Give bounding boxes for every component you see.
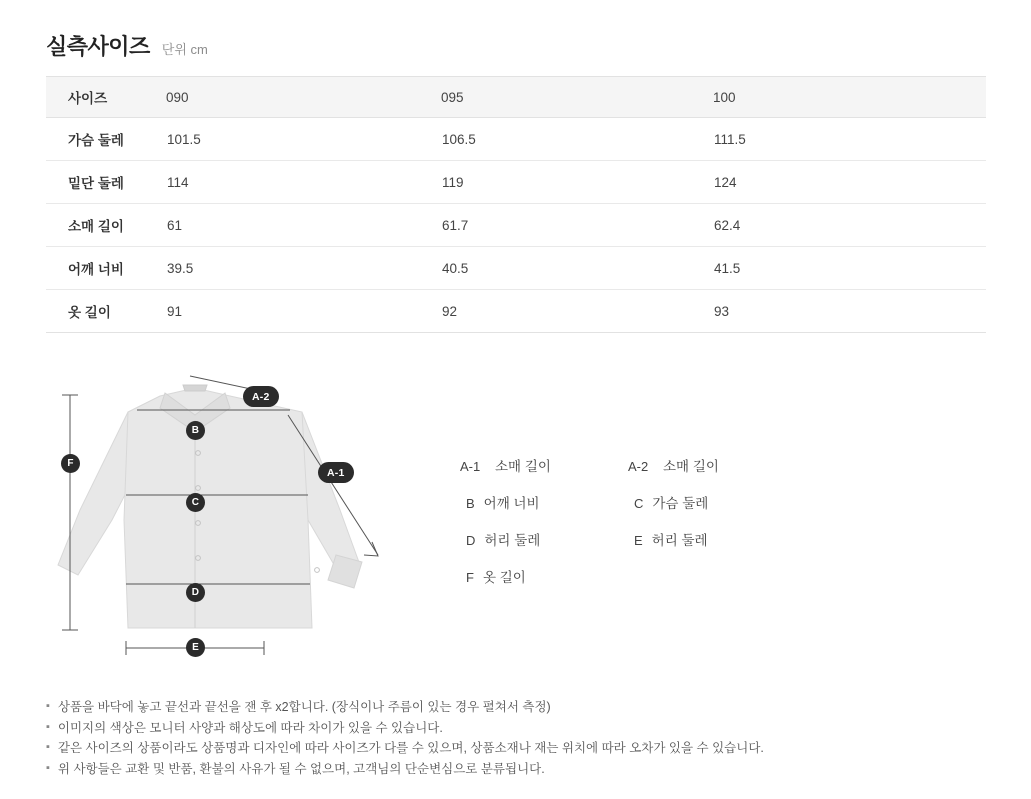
legend-label: 허리 둘레 [651, 533, 708, 548]
legend-key: A-2 [628, 459, 649, 474]
cell-value: 91 [166, 290, 441, 333]
legend-item-a1 [460, 455, 628, 475]
row-label: 어깨 너비 [46, 247, 166, 290]
cell-value: 61.7 [441, 204, 713, 247]
legend-item-f [460, 566, 628, 586]
cell-value: 119 [441, 161, 713, 204]
legend-label: 가슴 둘레 [652, 496, 709, 511]
page-header [46, 30, 208, 61]
cell-value: 40.5 [441, 247, 713, 290]
legend-row [460, 455, 840, 475]
legend-label: 소매 길이 [495, 459, 551, 474]
column-header-090: 090 [166, 77, 441, 118]
size-table [46, 76, 986, 333]
badge-b: B [186, 421, 205, 440]
page-title: 실측사이즈 [46, 34, 150, 59]
table-row [46, 118, 986, 161]
badge-c: C [186, 493, 205, 512]
cell-value: 39.5 [166, 247, 441, 290]
note-item [46, 759, 986, 780]
measurement-legend [460, 455, 840, 603]
bullet-icon: ▪ [46, 761, 50, 774]
cell-value: 124 [713, 161, 986, 204]
table-row [46, 290, 986, 333]
legend-label: 허리 둘레 [484, 533, 541, 548]
legend-key: B [466, 496, 475, 511]
bullet-icon: ▪ [46, 741, 50, 754]
legend-item-c [628, 492, 708, 512]
row-label: 가슴 둘레 [46, 118, 166, 161]
legend-item-a2 [628, 455, 719, 475]
row-label: 옷 길이 [46, 290, 166, 333]
note-text: 이미지의 색상은 모니터 사양과 해상도에 따라 차이가 있을 수 있습니다. [57, 720, 443, 735]
note-item [46, 718, 986, 739]
note-text: 위 사항들은 교환 및 반품, 환불의 사유가 될 수 없으며, 고객님의 단순변심으로 분류됩니다. [57, 761, 545, 776]
legend-item-d [460, 529, 628, 549]
column-header-095: 095 [441, 77, 713, 118]
badge-e: E [186, 638, 205, 657]
cell-value: 41.5 [713, 247, 986, 290]
badge-a1: A-1 [318, 462, 354, 483]
row-label: 밑단 둘레 [46, 161, 166, 204]
table-header [46, 77, 986, 118]
table-row [46, 247, 986, 290]
legend-key: C [634, 496, 644, 511]
legend-label: 어깨 너비 [483, 496, 540, 511]
row-label: 소매 길이 [46, 204, 166, 247]
badge-f: F [61, 454, 80, 473]
unit-label: 단위 cm [161, 42, 208, 57]
note-item [46, 697, 986, 718]
table-row [46, 204, 986, 247]
badge-d: D [186, 583, 205, 602]
legend-item-e [628, 529, 708, 549]
cell-value: 114 [166, 161, 441, 204]
legend-key: D [466, 533, 476, 548]
legend-label: 옷 길이 [482, 570, 526, 585]
cell-value: 61 [166, 204, 441, 247]
cell-value: 101.5 [166, 118, 441, 161]
bullet-icon: ▪ [46, 700, 50, 712]
cell-value: 62.4 [713, 204, 986, 247]
legend-row [460, 566, 840, 586]
table-body [46, 118, 986, 333]
cell-value: 92 [441, 290, 713, 333]
cell-value: 106.5 [441, 118, 713, 161]
legend-key: E [634, 533, 643, 548]
table-header-row [46, 77, 986, 118]
legend-key: F [466, 570, 474, 585]
note-text: 상품을 바닥에 놓고 끝선과 끝선을 잰 후 x2합니다. (장식이나 주름이 있는 경우 펼쳐서 측정) [57, 700, 551, 714]
cell-value: 93 [713, 290, 986, 333]
garment-diagram [40, 360, 460, 670]
column-header-100: 100 [713, 77, 986, 118]
notes-list [46, 697, 986, 780]
table-row [46, 161, 986, 204]
note-text: 같은 사이즈의 상품이라도 상품명과 디자인에 따라 사이즈가 다를 수 있으며, 상품소재나 재는 위치에 따라 오차가 있을 수 있습니다. [57, 741, 764, 756]
legend-key: A-1 [460, 459, 481, 474]
note-item [46, 738, 986, 759]
bullet-icon: ▪ [46, 720, 50, 733]
legend-item-b [460, 492, 628, 512]
legend-label: 소매 길이 [663, 459, 719, 474]
column-header-size: 사이즈 [46, 77, 166, 118]
badge-a2: A-2 [243, 386, 279, 407]
legend-row [460, 492, 840, 512]
cell-value: 111.5 [713, 118, 986, 161]
legend-row [460, 529, 840, 549]
